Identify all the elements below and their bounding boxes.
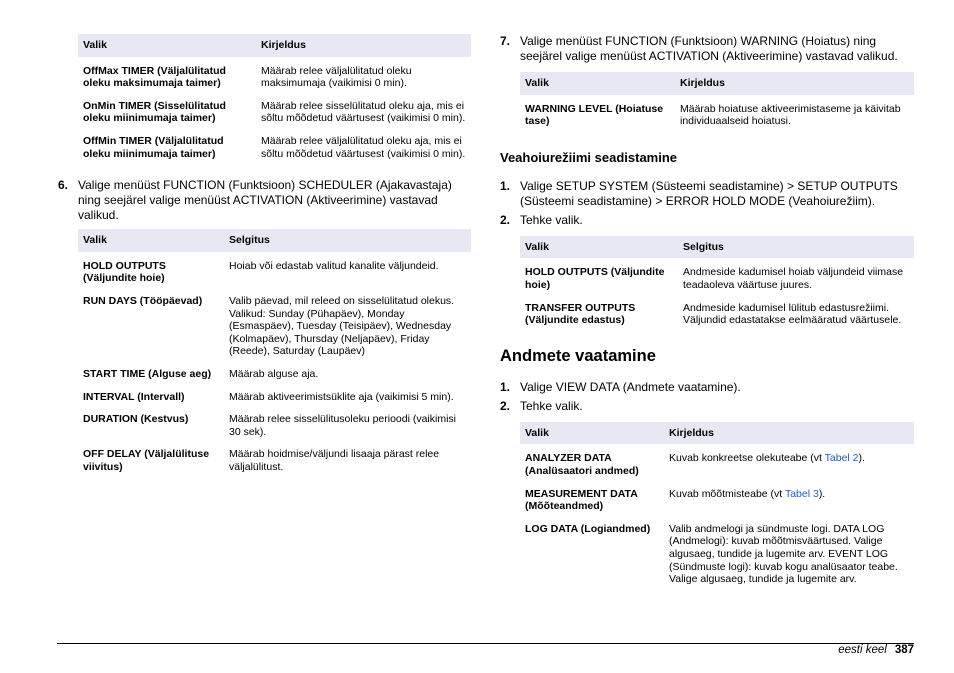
table-row <box>78 57 471 100</box>
option-description: Andmeside kadumisel lülitub edastusrežiimi. Väljundid edastatakse eelmääratud väärtusele. <box>683 301 902 327</box>
header-explanation: Selgitus <box>678 236 914 259</box>
warning-options-table <box>520 72 914 138</box>
view-data-step-1 <box>500 380 914 395</box>
option-description: Määrab relee sisselülitatud oleku aja, mis ei sõltu mõõdetud väärtusest (vaikimisi 0 min). <box>261 99 466 125</box>
header-option: Valik <box>520 236 678 259</box>
page-number: 387 <box>894 644 914 656</box>
table-row <box>78 391 471 414</box>
table-row <box>520 258 914 301</box>
option-description: Valib andmelogi ja sündmuste logi. DATA LOG (Andmelogi): kuvab mõõtmisväärtused. Valige algusaeg, tundide ja lugemite arv. EVENT LOG (Sündmuste logi): kuvab kogu analüsaator teabe. Valige algusaeg, tundide ja lugemite arv. <box>669 522 898 586</box>
step-number: 2. <box>500 398 511 413</box>
table-row <box>78 448 471 483</box>
step-6 <box>58 178 471 223</box>
description-text: ). <box>858 452 865 465</box>
view-data-table-wrap <box>500 422 914 596</box>
right-column <box>500 34 914 596</box>
table-row <box>520 95 914 138</box>
description-text: Kuvab konkreetse olekuteabe (vt <box>669 452 825 465</box>
table-row <box>520 488 914 523</box>
option-description: Määrab relee sisselülitusoleku perioodi (vaikimisi 30 sek). <box>229 413 457 438</box>
step-number: 2. <box>500 212 511 227</box>
option-description: Andmeside kadumisel hoiab väljundeid viimase teadaoleva väärtuse juures. <box>683 266 904 291</box>
option-name: OFF DELAY (Väljalülituse viivitus) <box>83 448 210 473</box>
header-explanation: Selgitus <box>224 229 471 252</box>
header-description: Kirjeldus <box>664 422 914 445</box>
header-option: Valik <box>520 422 664 445</box>
offtimer-options-table <box>78 34 471 170</box>
header-option: Valik <box>78 229 224 252</box>
step-number: 1. <box>500 178 511 193</box>
option-description: Hoiab või edastab valitud kanalite väljundeid. <box>229 259 439 272</box>
error-hold-options-table <box>520 236 914 337</box>
step-text: Valige SETUP SYSTEM (Süsteemi seadistamine) > SETUP OUTPUTS (Süsteemi seadistamine) > ERROR HOLD MODE (Veahoiurežiim). <box>520 178 898 208</box>
view-data-step-2 <box>500 399 914 414</box>
option-name: OnMin TIMER (Sisselülitatud oleku miinimumaja taimer) <box>83 99 226 125</box>
option-description <box>664 488 914 523</box>
step-text: Valige VIEW DATA (Andmete vaatamine). <box>520 379 741 394</box>
option-description: Määrab hoiatuse aktiveerimistaseme ja käivitab individuaalseid hoiatusi. <box>680 102 901 128</box>
table-row <box>520 523 914 596</box>
view-data-options-table <box>520 422 914 596</box>
left-column <box>58 34 471 483</box>
step-number: 7. <box>500 34 511 48</box>
error-hold-step-1 <box>500 179 914 209</box>
header-option: Valik <box>520 72 675 95</box>
table-row <box>78 295 471 368</box>
header-option: Valik <box>78 34 256 57</box>
table-header-row <box>520 422 914 445</box>
table-header-row <box>78 34 471 57</box>
scheduler-options-table <box>78 229 471 483</box>
table-row <box>78 368 471 391</box>
view-data-heading: Andmete vaatamine <box>500 346 656 365</box>
step-7 <box>500 34 914 64</box>
option-description: Määrab relee väljalülitatud oleku maksimumaja (vaikimisi 0 min). <box>261 64 412 90</box>
option-name: INTERVAL (Intervall) <box>83 390 185 403</box>
option-description: Valib päevad, mil releed on sisselülitatud olekus. Valikud: Sunday (Pühapäev), Monday (Esmaspäev), Tuesday (Teisipäev), Wednesday (Kolmapäev), Thursday (Neljapäev), Friday (Reede), Saturday (Laupäev) <box>229 294 455 358</box>
table-header-row <box>520 72 914 95</box>
description-text: Kuvab mõõtmisteabe (vt <box>669 487 785 500</box>
error-hold-heading: Veahoiurežiimi seadistamine <box>500 149 678 165</box>
table-row <box>520 302 914 337</box>
table-3-link[interactable]: Tabel 3 <box>784 487 819 500</box>
step-number: 6. <box>58 178 69 193</box>
table-header-row <box>520 236 914 259</box>
table-row <box>78 100 471 135</box>
option-name: START TIME (Alguse aeg) <box>83 367 212 380</box>
header-description: Kirjeldus <box>675 72 914 95</box>
table-row <box>78 413 471 448</box>
option-name: ANALYZER DATA (Analüsaatori andmed) <box>525 452 639 477</box>
option-name: OffMin TIMER (Väljalülitatud oleku miinimumaja taimer) <box>83 134 224 160</box>
option-name: WARNING LEVEL (Hoiatuse tase) <box>525 102 664 128</box>
table-header-row <box>78 229 471 252</box>
option-name: HOLD OUTPUTS (Väljundite hoie) <box>83 259 166 285</box>
error-hold-step-2 <box>500 213 914 228</box>
option-description: Määrab relee väljalülitatud oleku aja, mis ei sõltu mõõdetud väärtusest (vaikimisi 0 min). <box>261 134 466 160</box>
table-row <box>78 135 471 170</box>
description-text: ). <box>818 487 826 500</box>
option-description: Määrab alguse aja. <box>229 367 319 380</box>
option-description: Määrab aktiveerimistsüklite aja (vaikimisi 5 min). <box>229 390 454 403</box>
warning-table-wrap <box>500 72 914 138</box>
header-description: Kirjeldus <box>256 34 471 57</box>
option-name: MEASUREMENT DATA (Mõõteandmed) <box>525 487 638 513</box>
option-name: DURATION (Kestvus) <box>83 413 189 426</box>
table-row <box>520 444 914 487</box>
step-text: Valige menüüst FUNCTION (Funktsioon) WARNING (Hoiatus) ning seejärel valige menüüst ACTIVATION (Aktiveerimine) vastavad valikud. <box>520 34 898 63</box>
option-description: Määrab hoidmise/väljundi lisaaja pärast relee väljalülitust. <box>229 448 440 473</box>
footer-language: eesti keel <box>838 644 887 656</box>
option-name: TRANSFER OUTPUTS (Väljundite edastus) <box>525 301 636 327</box>
step-text: Tehke valik. <box>520 398 583 413</box>
step-text: Valige menüüst FUNCTION (Funktsioon) SCHEDULER (Ajakavastaja) ning seejärel valige menüüst ACTIVATION (Aktiveerimine) vastavad valikud. <box>78 178 452 223</box>
page-footer <box>838 644 914 656</box>
option-name: RUN DAYS (Tööpäevad) <box>83 294 203 307</box>
step-number: 1. <box>500 379 511 394</box>
option-description <box>664 444 914 487</box>
footer-divider <box>57 643 914 644</box>
step-text: Tehke valik. <box>520 212 583 227</box>
option-name: OffMax TIMER (Väljalülitatud oleku maksimumaja taimer) <box>83 64 226 90</box>
error-hold-table-wrap <box>500 236 914 337</box>
option-name: HOLD OUTPUTS (Väljundite hoie) <box>525 266 665 291</box>
table-row <box>78 252 471 295</box>
option-name: LOG DATA (Logiandmed) <box>525 522 651 535</box>
table-2-link[interactable]: Tabel 2 <box>824 452 859 465</box>
